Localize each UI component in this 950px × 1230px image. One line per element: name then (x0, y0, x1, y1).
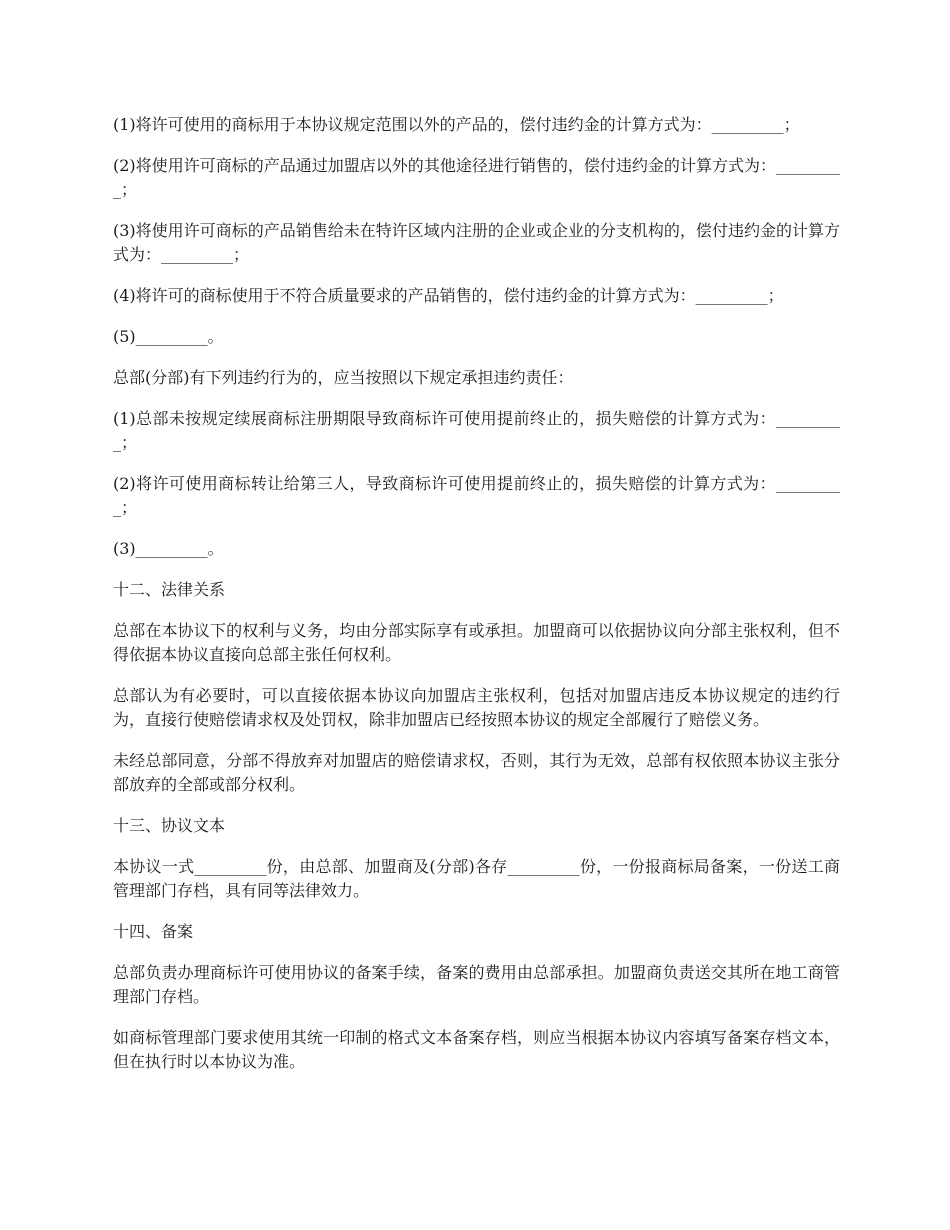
hq-liability-1: (1)总部未按规定续展商标注册期限导致商标许可使用提前终止的，损失赔偿的计算方式为：_________； (113, 409, 840, 452)
clause-penalty-2: (2)将使用许可商标的产品通过加盟店以外的其他途径进行销售的，偿付违约金的计算方式为：_________； (113, 156, 840, 199)
section-heading-13: 十三、协议文本 (113, 816, 226, 835)
hq-liability-3: (3)_________。 (113, 539, 224, 558)
legal-relation-para-2: 总部认为有必要时，可以直接依据本协议向加盟店主张权利，包括对加盟店违反本协议规定的违约行为，直接行使赔偿请求权及处罚权，除非加盟店已经按照本协议的规定全部履行了赔偿义务。 (113, 686, 840, 729)
agreement-copies-para: 本协议一式_________份，由总部、加盟商及(分部)各存_________份，一份报商标局备案，一份送工商管理部门存档，具有同等法律效力。 (113, 857, 840, 900)
legal-relation-para-3: 未经总部同意，分部不得放弃对加盟店的赔偿请求权，否则，其行为无效，总部有权依照本协议主张分部放弃的全部或部分权利。 (113, 751, 840, 794)
document-body (113, 113, 840, 1091)
hq-liability-intro: 总部(分部)有下列违约行为的，应当按照以下规定承担违约责任： (113, 368, 574, 387)
section-heading-12: 十二、法律关系 (113, 580, 226, 599)
clause-penalty-1: (1)将许可使用的商标用于本协议规定范围以外的产品的，偿付违约金的计算方式为：_________； (113, 115, 800, 134)
clause-penalty-4: (4)将许可的商标使用于不符合质量要求的产品销售的，偿付违约金的计算方式为：_________； (113, 286, 784, 305)
filing-para-2: 如商标管理部门要求使用其统一印制的格式文本备案存档，则应当根据本协议内容填写备案存档文本，但在执行时以本协议为准。 (113, 1028, 840, 1071)
filing-para-1: 总部负责办理商标许可使用协议的备案手续，备案的费用由总部承担。加盟商负责送交其所在地工商管理部门存档。 (113, 963, 840, 1006)
clause-penalty-5: (5)_________。 (113, 327, 224, 346)
clause-penalty-3: (3)将使用许可商标的产品销售给未在特许区域内注册的企业或企业的分支机构的，偿付违约金的计算方式为：_________； (113, 221, 840, 264)
section-heading-14: 十四、备案 (113, 922, 194, 941)
hq-liability-2: (2)将许可使用商标转让给第三人，导致商标许可使用提前终止的，损失赔偿的计算方式为：_________； (113, 474, 840, 517)
legal-relation-para-1: 总部在本协议下的权利与义务，均由分部实际享有或承担。加盟商可以依据协议向分部主张权利，但不得依据本协议直接向总部主张任何权利。 (113, 621, 840, 664)
